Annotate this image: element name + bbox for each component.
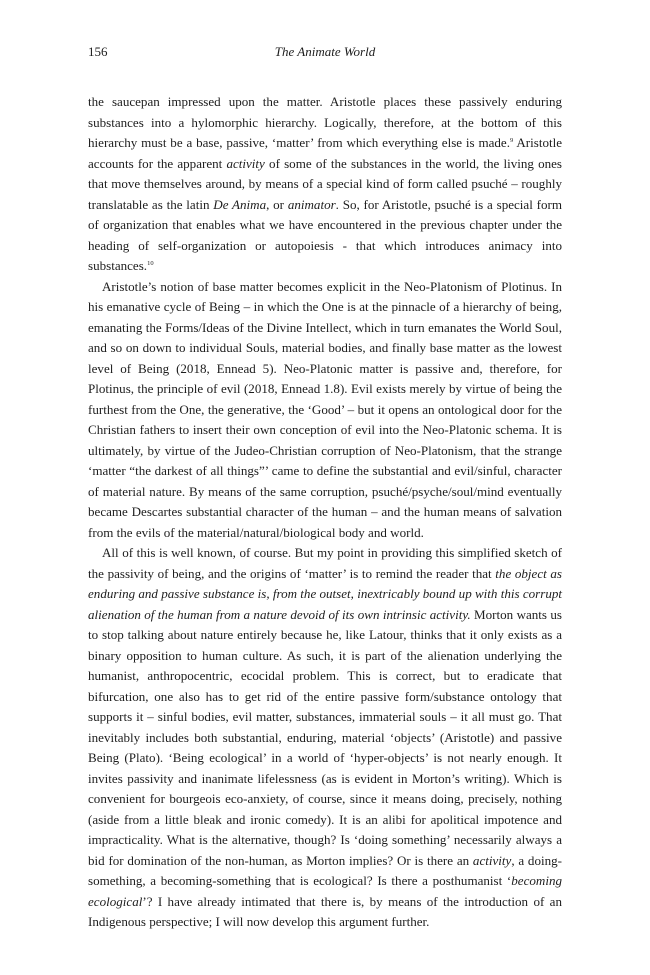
text-run: the saucepan impressed upon the matter. Aristotle places these passively enduring substances into a hylomorphic hierarchy. Logically, therefore, at the bottom of this hierarchy must be a base, passive, ‘matter’ from which everything else is made. (88, 94, 562, 150)
footnote-marker: 9 (509, 137, 514, 144)
text-run: . So, for Aristotle, psuché is a special form of organization that enables what we have encountered in the previous chapter under the heading of self-organization or autopoiesis - that which introduces animacy into substances. (88, 196, 562, 273)
paragraph (88, 277, 562, 544)
text-run: Aristotle accounts for the apparent (88, 135, 563, 171)
italic-text: animator (287, 196, 336, 212)
text-run: , a doing-something, a becoming-something that is ecological? Is there a posthumanist ‘ (88, 852, 562, 888)
italic-text: becoming ecological (88, 873, 562, 909)
italic-text: activity (472, 852, 512, 868)
italic-text: the object as enduring and passive substance is, from the outset, inextricably bound up with this corrupt alienation of the human from a nature devoid of its own intrinsic activity. (88, 565, 562, 622)
text-run: of some of the substances in the world, the living ones that move themselves around, by means of a special kind of form called psuché – roughly translatable as the latin (88, 155, 562, 212)
text-run: ’? I have already intimated that there is, by means of the introduction of an Indigenous perspective; I will now develop this argument further. (88, 893, 562, 929)
page-number: 156 (88, 44, 108, 59)
italic-text: activity (226, 155, 265, 171)
italic-text: De Anima (213, 196, 267, 212)
paragraph (88, 92, 562, 277)
footnote-marker: 10 (147, 260, 154, 267)
running-title: The Animate World (274, 44, 376, 59)
text-run: All of this is well known, of course. But my point in providing this simplified sketch of the passivity of being, and the origins of ‘matter’ is to remind the reader that (88, 545, 562, 581)
paragraph (88, 543, 562, 933)
body-text (88, 92, 562, 933)
text-run: Morton wants us to stop talking about nature entirely because he, like Latour, thinks that it only exists as a binary opposition to human culture. As such, it is part of the alienation underlying the humanist, anthropocentric, ecocidal problem. This is correct, but to eradicate that bifurcation, one also has to get rid of the entire passive form/substance ontology that supports it – sinful bodies, evil matter, substances, immaterial souls – it all must go. That inevitably includes both substantial, enduring, material ‘objects’ (Aristotle) and passive Being (Plato). ‘Being ecological’ in a world of ‘hyper-objects’ is not nearly enough. It invites passivity and inanimate lifelessness (as is evident in Morton’s writing). Which is convenient for bourgeois eco-anxiety, of course, since it means doing, precisely, nothing (aside from a little bleak and ironic comedy). It is an alibi for apolitical impotence and impracticality. What is the alternative, though? Is ‘doing something’ necessarily always a bid for domination of the non-human, as Morton implies? Or is there an (88, 606, 562, 868)
text-run: , or (266, 196, 288, 212)
text-run: Aristotle’s notion of base matter becomes explicit in the Neo-Platonism of Plotinus. In his emanative cycle of Being – in which the One is at the pinnacle of a hierarchy of being, emanating the Forms/Ideas of the Divine Intellect, which in turn emanates the World Soul, and so on down to individual Souls, material bodies, and finally base matter as the lowest level of Being (2018, Ennead 5). Neo-Platonic matter is passive and, therefore, for Plotinus, the principle of evil (2018, Ennead 1.8). Evil exists merely by virtue of being the furthest from the One, the generative, the ‘Good’ – but it opens an ontological door for the Christian fathers to insert their own conception of evil into the Neo-Platonic schema. It is ultimately, by virtue of the Judeo-Christian corruption of Neo-Platonism, that the strange ‘matter “the darkest of all things”’ came to define the substantial and evil/sinful, character of material nature. By means of the same corruption, psuché/psyche/soul/mind eventually became Descartes substantial character of the human – and the human means of salvation from the evils of the material/natural/biological body and world. (88, 278, 562, 540)
